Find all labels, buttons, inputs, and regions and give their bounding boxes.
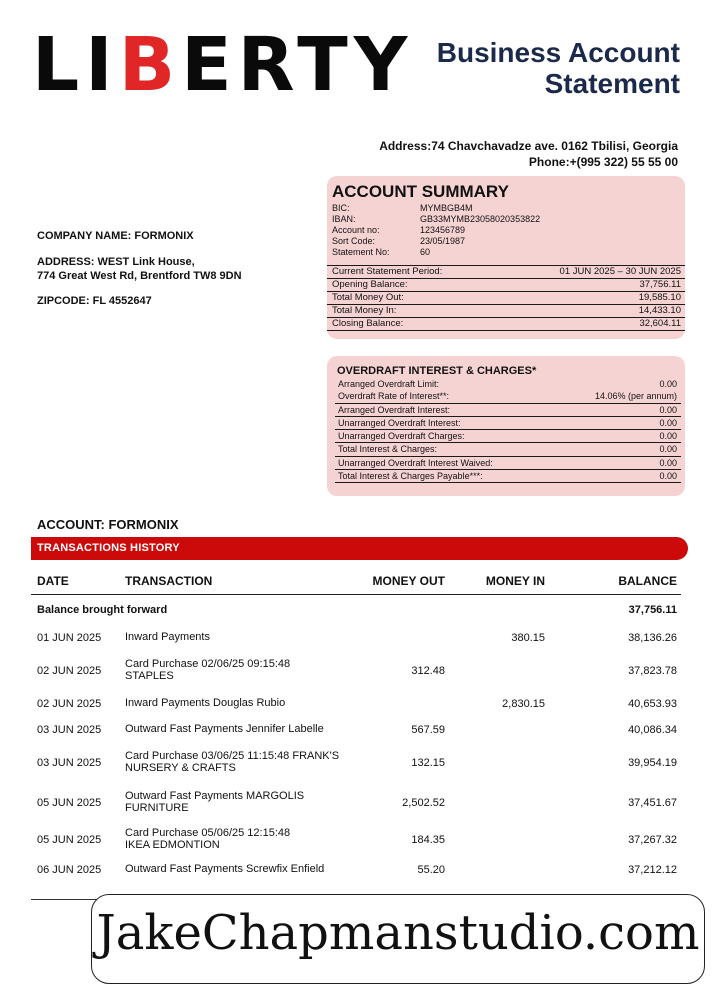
cell-date: 03 JUN 2025 xyxy=(37,757,102,769)
table-row xyxy=(31,691,681,717)
row-value: 14.06% (per annum) xyxy=(594,391,677,402)
document-title xyxy=(380,37,680,100)
row-value: 0.00 xyxy=(659,444,677,455)
logo-text-post: ERTY xyxy=(181,22,414,108)
logo-text-pre: LI xyxy=(32,22,119,108)
row-value: 0.00 xyxy=(659,471,677,482)
cell-balance: 37,823.78 xyxy=(628,665,677,677)
row-value: 0.00 xyxy=(659,457,677,468)
cell-transaction: Outward Fast Payments Screwfix Enfield xyxy=(125,863,325,876)
cell-balance: 37,267.32 xyxy=(628,834,677,846)
table-row xyxy=(31,625,681,651)
field-value: MYMBGB4M xyxy=(420,203,473,213)
cell-money-out: 55.20 xyxy=(417,864,445,876)
overdraft-row xyxy=(335,430,681,443)
cell-transaction: Outward Fast Payments MARGOLIS FURNITURE xyxy=(125,790,305,814)
summary-field xyxy=(332,214,540,225)
cell-balance: 39,954.19 xyxy=(628,757,677,769)
row-value: 0.00 xyxy=(659,404,677,415)
field-value: 60 xyxy=(420,247,431,258)
row-label: Unarranged Overdraft Charges: xyxy=(338,431,465,442)
summary-row xyxy=(327,265,685,278)
row-value: 0.00 xyxy=(659,417,677,428)
row-value: 01 JUN 2025 – 30 JUN 2025 xyxy=(559,266,681,277)
account-summary-title: ACCOUNT SUMMARY xyxy=(332,182,509,201)
overdraft-row xyxy=(335,390,681,403)
table-row xyxy=(31,783,681,823)
table-row xyxy=(31,651,681,691)
brought-forward-balance: 37,756.11 xyxy=(628,604,677,616)
account-identifiers xyxy=(332,203,540,258)
overdraft-title: OVERDRAFT INTEREST & CHARGES* xyxy=(337,365,537,377)
company-address xyxy=(37,256,242,284)
cell-money-out: 312.48 xyxy=(411,665,445,677)
overdraft-row xyxy=(335,378,681,390)
balance-brought-forward-row xyxy=(31,595,681,625)
summary-row xyxy=(327,304,685,317)
overdraft-row xyxy=(335,470,681,483)
header-balance: BALANCE xyxy=(618,574,677,588)
overdraft-panel xyxy=(327,356,685,496)
header-money-in: MONEY IN xyxy=(485,574,545,588)
summary-row xyxy=(327,291,685,304)
brought-forward-label: Balance brought forward xyxy=(37,604,168,616)
cell-date: 02 JUN 2025 xyxy=(37,698,102,710)
cell-balance: 40,653.93 xyxy=(628,698,677,710)
company-address-line-1: ADDRESS: WEST Link House, xyxy=(37,255,195,268)
row-label: Unarranged Overdraft Interest Waived: xyxy=(338,457,493,468)
cell-date: 03 JUN 2025 xyxy=(37,724,102,736)
field-label: IBAN: xyxy=(332,214,356,225)
row-label: Total Interest & Charges: xyxy=(338,444,438,455)
cell-balance: 38,136.26 xyxy=(628,632,677,644)
cell-transaction: Card Purchase 03/06/25 11:15:48 FRANK'S NURSERY & CRAFTS xyxy=(125,750,340,774)
cell-date: 02 JUN 2025 xyxy=(37,665,102,677)
cell-transaction: Card Purchase 05/06/25 12:15:48 IKEA EDMONTION xyxy=(125,827,291,851)
transactions-body xyxy=(31,625,681,883)
row-label: Total Money In: xyxy=(332,305,397,316)
cell-date: 01 JUN 2025 xyxy=(37,632,102,644)
cell-money-out: 132.15 xyxy=(411,757,445,769)
summary-row xyxy=(327,317,685,331)
row-label: Unarranged Overdraft Interest: xyxy=(338,417,461,428)
overdraft-row xyxy=(335,417,681,430)
cell-money-in: 380.15 xyxy=(511,632,545,644)
cell-balance: 37,451.67 xyxy=(628,797,677,809)
summary-field xyxy=(332,247,540,258)
row-label: Current Statement Period: xyxy=(332,266,443,277)
company-details xyxy=(37,230,242,321)
header-money-out: MONEY OUT xyxy=(372,574,445,588)
table-row xyxy=(31,743,681,783)
transactions-history-label: TRANSACTIONS HISTORY xyxy=(37,542,180,554)
field-value: 123456789 xyxy=(420,225,466,236)
row-value: 32,604.11 xyxy=(639,318,681,329)
row-label: Overdraft Rate of Interest**: xyxy=(338,391,450,402)
cell-date: 06 JUN 2025 xyxy=(37,864,102,876)
row-value: 14,433.10 xyxy=(638,305,681,316)
row-label: Total Interest & Charges Payable***: xyxy=(338,471,483,482)
overdraft-row xyxy=(335,443,681,456)
table-row xyxy=(31,823,681,857)
row-label: Total Money Out: xyxy=(332,292,404,303)
cell-balance: 40,086.34 xyxy=(628,724,677,736)
bank-address xyxy=(379,139,678,170)
field-label: Account no: xyxy=(332,225,380,236)
overdraft-row xyxy=(335,404,681,417)
logo-accent-letter: B xyxy=(118,22,182,108)
row-value: 19,585.10 xyxy=(638,292,681,303)
summary-field xyxy=(332,203,540,214)
field-label: Statement No: xyxy=(332,247,390,258)
field-value: GB33MYMB23058020353822 xyxy=(420,214,541,225)
field-label: BIC: xyxy=(332,203,350,213)
table-row xyxy=(31,857,681,883)
cell-money-out: 567.59 xyxy=(411,724,445,736)
transactions-table xyxy=(31,568,681,883)
bank-logo xyxy=(32,22,414,108)
row-label: Closing Balance: xyxy=(332,318,404,329)
watermark-text: JakeChapmanstudio.com xyxy=(96,905,700,961)
field-label: Sort Code: xyxy=(332,236,376,247)
summary-field xyxy=(332,225,540,236)
cell-money-in: 2,830.15 xyxy=(502,698,545,710)
summary-field xyxy=(332,236,540,247)
row-label: Arranged Overdraft Limit: xyxy=(338,379,440,389)
bank-phone-line: Phone:+(995 322) 55 55 00 xyxy=(528,154,678,169)
cell-transaction: Inward Payments Douglas Rubio xyxy=(125,697,286,710)
company-name: COMPANY NAME: FORMONIX xyxy=(37,230,194,242)
summary-row xyxy=(327,278,685,291)
bank-address-line: Address:74 Chavchavadze ave. 0162 Tbilisi, Georgia xyxy=(379,139,678,153)
company-zipcode: ZIPCODE: FL 4552647 xyxy=(37,295,152,308)
table-header xyxy=(31,568,681,595)
cell-transaction: Outward Fast Payments Jennifer Labelle xyxy=(125,723,324,736)
cell-date: 05 JUN 2025 xyxy=(37,797,102,809)
cell-money-out: 184.35 xyxy=(411,834,445,846)
title-line-2: Statement xyxy=(544,68,680,100)
account-summary-panel xyxy=(327,176,685,339)
table-row xyxy=(31,717,681,743)
account-heading: ACCOUNT: FORMONIX xyxy=(37,517,179,532)
transactions-history-bar xyxy=(31,537,688,560)
overdraft-rows xyxy=(335,378,681,483)
row-value: 0.00 xyxy=(659,379,677,389)
cell-transaction: Card Purchase 02/06/25 09:15:48 STAPLES xyxy=(125,658,291,682)
cell-balance: 37,212.12 xyxy=(628,864,677,876)
cell-date: 05 JUN 2025 xyxy=(37,834,102,846)
watermark-box xyxy=(91,894,705,984)
overdraft-row xyxy=(335,457,681,470)
row-value: 0.00 xyxy=(659,431,677,442)
account-summary-totals xyxy=(327,265,685,331)
header-transaction: TRANSACTION xyxy=(125,573,213,588)
row-value: 37,756.11 xyxy=(639,279,681,290)
cell-transaction: Inward Payments xyxy=(125,631,210,644)
row-label: Opening Balance: xyxy=(332,279,408,290)
title-line-1: Business Account xyxy=(436,37,680,68)
cell-money-out: 2,502.52 xyxy=(402,797,445,809)
field-value: 23/05/1987 xyxy=(420,236,466,247)
company-address-line-2: 774 Great West Rd, Brentford TW8 9DN xyxy=(37,269,242,282)
row-label: Arranged Overdraft Interest: xyxy=(338,404,451,415)
header-date: DATE xyxy=(37,574,69,588)
